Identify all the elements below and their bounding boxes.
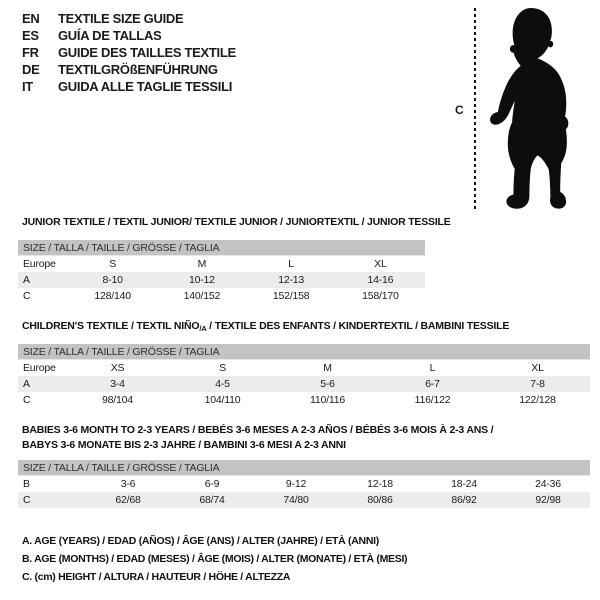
lang-row-es: [22, 27, 236, 44]
guide-title: GUIDE DES TAILLES TEXTILE: [58, 45, 236, 60]
lang-code: FR: [22, 45, 39, 60]
height-cell: 80/86: [367, 494, 393, 506]
size-header-bar: SIZE / TALLA / TAILLE / GRÖSSE / TAGLIA: [18, 460, 590, 476]
size-cell: L: [429, 362, 436, 374]
size-header-bar: SIZE / TALLA / TAILLE / GRÖSSE / TAGLIA: [18, 240, 425, 256]
size-cell: M: [197, 258, 207, 270]
row-label: Europe: [23, 362, 56, 374]
babies-section-title: [22, 423, 493, 453]
height-cell: 122/128: [519, 394, 556, 406]
size-cell: L: [288, 258, 294, 270]
height-cell: 92/98: [535, 494, 561, 506]
age-cell: 5-6: [320, 378, 335, 390]
height-cell: 62/68: [115, 494, 141, 506]
age-cell: 10-12: [188, 274, 215, 286]
lang-row-de: [22, 61, 236, 78]
age-cell: 14-16: [367, 274, 394, 286]
row-label: C: [23, 394, 31, 406]
height-cell: 98/104: [102, 394, 133, 406]
table-row-age-months: [18, 476, 590, 492]
age-cell: 4-5: [215, 378, 230, 390]
table-row-age: [18, 376, 590, 392]
lang-row-it: [22, 78, 236, 95]
months-cell: 6-9: [204, 478, 220, 490]
row-label: Europe: [23, 258, 56, 270]
height-measure-dashed-line: [474, 8, 476, 209]
children-title-sub: /A: [199, 324, 207, 333]
table-row-height: [18, 492, 590, 508]
table-row-age: [18, 272, 425, 288]
row-label: C: [23, 290, 31, 302]
lang-code: EN: [22, 11, 40, 26]
months-cell: 3-6: [120, 478, 136, 490]
row-label: A: [23, 274, 30, 286]
table-row-europe: [18, 256, 425, 272]
height-cell: 110/116: [310, 394, 345, 406]
lang-code: ES: [22, 28, 39, 43]
size-cell: XL: [374, 258, 387, 270]
months-cell: 18-24: [451, 478, 477, 490]
children-size-table: [18, 344, 590, 408]
language-title-list: [22, 10, 236, 95]
height-cell: 152/158: [272, 290, 310, 302]
months-cell: 12-18: [367, 478, 393, 490]
size-header-bar: SIZE / TALLA / TAILLE / GRÖSSE / TAGLIA: [18, 344, 590, 360]
row-label: B: [23, 478, 30, 490]
height-cell: 86/92: [451, 494, 477, 506]
height-cell: 68/74: [199, 494, 225, 506]
table-row-europe: [18, 360, 590, 376]
toddler-silhouette: [486, 6, 580, 210]
guide-title: GUIDA ALLE TAGLIE TESSILI: [58, 79, 233, 94]
height-cell: 104/110: [204, 394, 241, 406]
size-cell: M: [323, 362, 332, 374]
height-measure-label: C: [455, 103, 464, 117]
junior-section-title: JUNIOR TEXTILE / TEXTIL JUNIOR/ TEXTILE JUNIOR / JUNIORTEXTIL / JUNIOR TESSILE: [22, 216, 451, 228]
size-cell: S: [109, 258, 117, 270]
lang-code: IT: [22, 79, 33, 94]
months-cell: 24-36: [535, 478, 561, 490]
footnote-age-years: A. AGE (YEARS) / EDAD (AÑOS) / ÂGE (ANS) / ALTER (JAHRE) / ETÀ (ANNI): [22, 535, 379, 547]
months-cell: 9-12: [285, 478, 307, 490]
junior-size-table: [18, 240, 425, 304]
footnote-height-cm: C. (cm) HEIGHT / ALTURA / HAUTEUR / HÖHE / ALTEZZA: [22, 571, 291, 583]
height-cell: 128/140: [94, 290, 131, 302]
size-cell: S: [219, 362, 226, 374]
babies-title-line2: BABYS 3-6 MONATE BIS 2-3 JAHRE / BAMBINI 3-6 MESI A 2-3 ANNI: [22, 439, 346, 451]
row-label: C: [23, 494, 31, 506]
size-cell: XS: [110, 362, 125, 374]
table-row-height: [18, 392, 590, 408]
height-cell: 158/170: [362, 290, 399, 302]
row-label: A: [23, 378, 30, 390]
lang-code: DE: [22, 62, 40, 77]
children-section-title: [22, 320, 509, 333]
babies-title-line1: BABIES 3-6 MONTH TO 2-3 YEARS / BEBÉS 3-6 MESES A 2-3 AÑOS / BÉBÉS 3-6 MOIS À 2-3 ANS /: [22, 424, 494, 436]
children-title-post: / TEXTILE DES ENFANTS / KINDERTEXTIL / BAMBINI TESSILE: [206, 320, 510, 332]
age-cell: 7-8: [530, 378, 545, 390]
height-cell: 74/80: [283, 494, 309, 506]
age-cell: 12-13: [278, 274, 305, 286]
age-cell: 6-7: [425, 378, 440, 390]
height-cell: 116/122: [414, 394, 451, 406]
height-cell: 140/152: [183, 290, 221, 302]
footnote-age-months: B. AGE (MONTHS) / EDAD (MESES) / ÂGE (MOIS) / ALTER (MONATE) / ETÀ (MESI): [22, 553, 408, 565]
age-cell: 8-10: [102, 274, 123, 286]
babies-size-table: [18, 460, 590, 508]
legend-footnotes: [22, 532, 407, 586]
table-row-height: [18, 288, 425, 304]
children-title-pre: CHILDREN'S TEXTILE / TEXTIL NIÑO: [22, 320, 200, 332]
guide-title: TEXTILGRÖßENFÜHRUNG: [58, 62, 218, 77]
lang-row-en: [22, 10, 236, 27]
age-cell: 3-4: [110, 378, 125, 390]
size-cell: XL: [531, 362, 544, 374]
guide-title: TEXTILE SIZE GUIDE: [58, 11, 184, 26]
lang-row-fr: [22, 44, 236, 61]
guide-title: GUÍA DE TALLAS: [58, 28, 162, 43]
